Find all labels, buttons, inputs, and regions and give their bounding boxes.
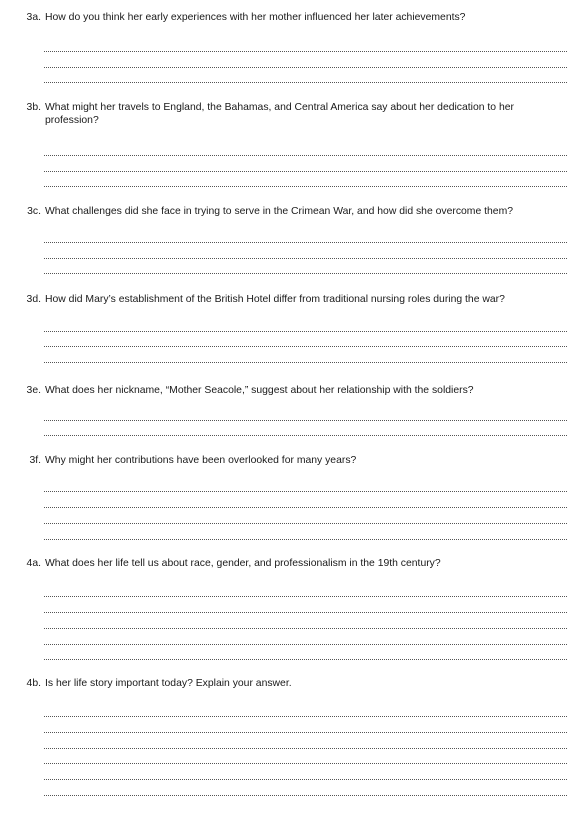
question-text: Why might her contributions have been overlooked for many years?	[45, 455, 357, 466]
answer-line[interactable]	[44, 362, 567, 363]
answer-line[interactable]	[44, 331, 567, 332]
question-number: 3b.	[26, 102, 41, 113]
answer-line[interactable]	[44, 539, 567, 540]
question-text: What might her travels to England, the Bahamas, and Central America say about her dedication to her profession?	[45, 102, 514, 126]
answer-line[interactable]	[44, 67, 567, 68]
answer-line[interactable]	[44, 763, 567, 764]
answer-line[interactable]	[44, 795, 567, 796]
answer-line[interactable]	[44, 186, 567, 187]
question-text: Is her life story important today? Explain your answer.	[45, 678, 292, 689]
answer-line[interactable]	[44, 596, 567, 597]
answer-line[interactable]	[44, 523, 567, 524]
question-number: 3c.	[27, 206, 41, 217]
question-number: 3a.	[26, 12, 41, 23]
answer-line[interactable]	[44, 420, 567, 421]
question-text: What does her nickname, “Mother Seacole,” suggest about her relationship with the soldiers?	[45, 385, 474, 396]
answer-line[interactable]	[44, 507, 567, 508]
answer-line[interactable]	[44, 171, 567, 172]
question-text: How did Mary’s establishment of the British Hotel differ from traditional nursing roles during the war?	[45, 294, 505, 305]
answer-line[interactable]	[44, 155, 567, 156]
question-text: What does her life tell us about race, gender, and professionalism in the 19th century?	[45, 558, 441, 569]
answer-line[interactable]	[44, 242, 567, 243]
question-number: 3f.	[29, 455, 41, 466]
answer-line[interactable]	[44, 644, 567, 645]
question-number: 3e.	[26, 385, 41, 396]
question-text: How do you think her early experiences with her mother influenced her later achievements?	[45, 12, 466, 23]
answer-line[interactable]	[44, 612, 567, 613]
answer-line[interactable]	[44, 51, 567, 52]
answer-line[interactable]	[44, 748, 567, 749]
answer-line[interactable]	[44, 491, 567, 492]
answer-line[interactable]	[44, 273, 567, 274]
answer-line[interactable]	[44, 82, 567, 83]
answer-line[interactable]	[44, 779, 567, 780]
answer-line[interactable]	[44, 716, 567, 717]
question-number: 4a.	[26, 558, 41, 569]
answer-line[interactable]	[44, 435, 567, 436]
answer-line[interactable]	[44, 732, 567, 733]
question-number: 4b.	[26, 678, 41, 689]
question-number: 3d.	[26, 294, 41, 305]
answer-line[interactable]	[44, 659, 567, 660]
answer-line[interactable]	[44, 346, 567, 347]
answer-line[interactable]	[44, 628, 567, 629]
answer-line[interactable]	[44, 258, 567, 259]
question-text: What challenges did she face in trying to serve in the Crimean War, and how did she overcome them?	[45, 206, 514, 217]
